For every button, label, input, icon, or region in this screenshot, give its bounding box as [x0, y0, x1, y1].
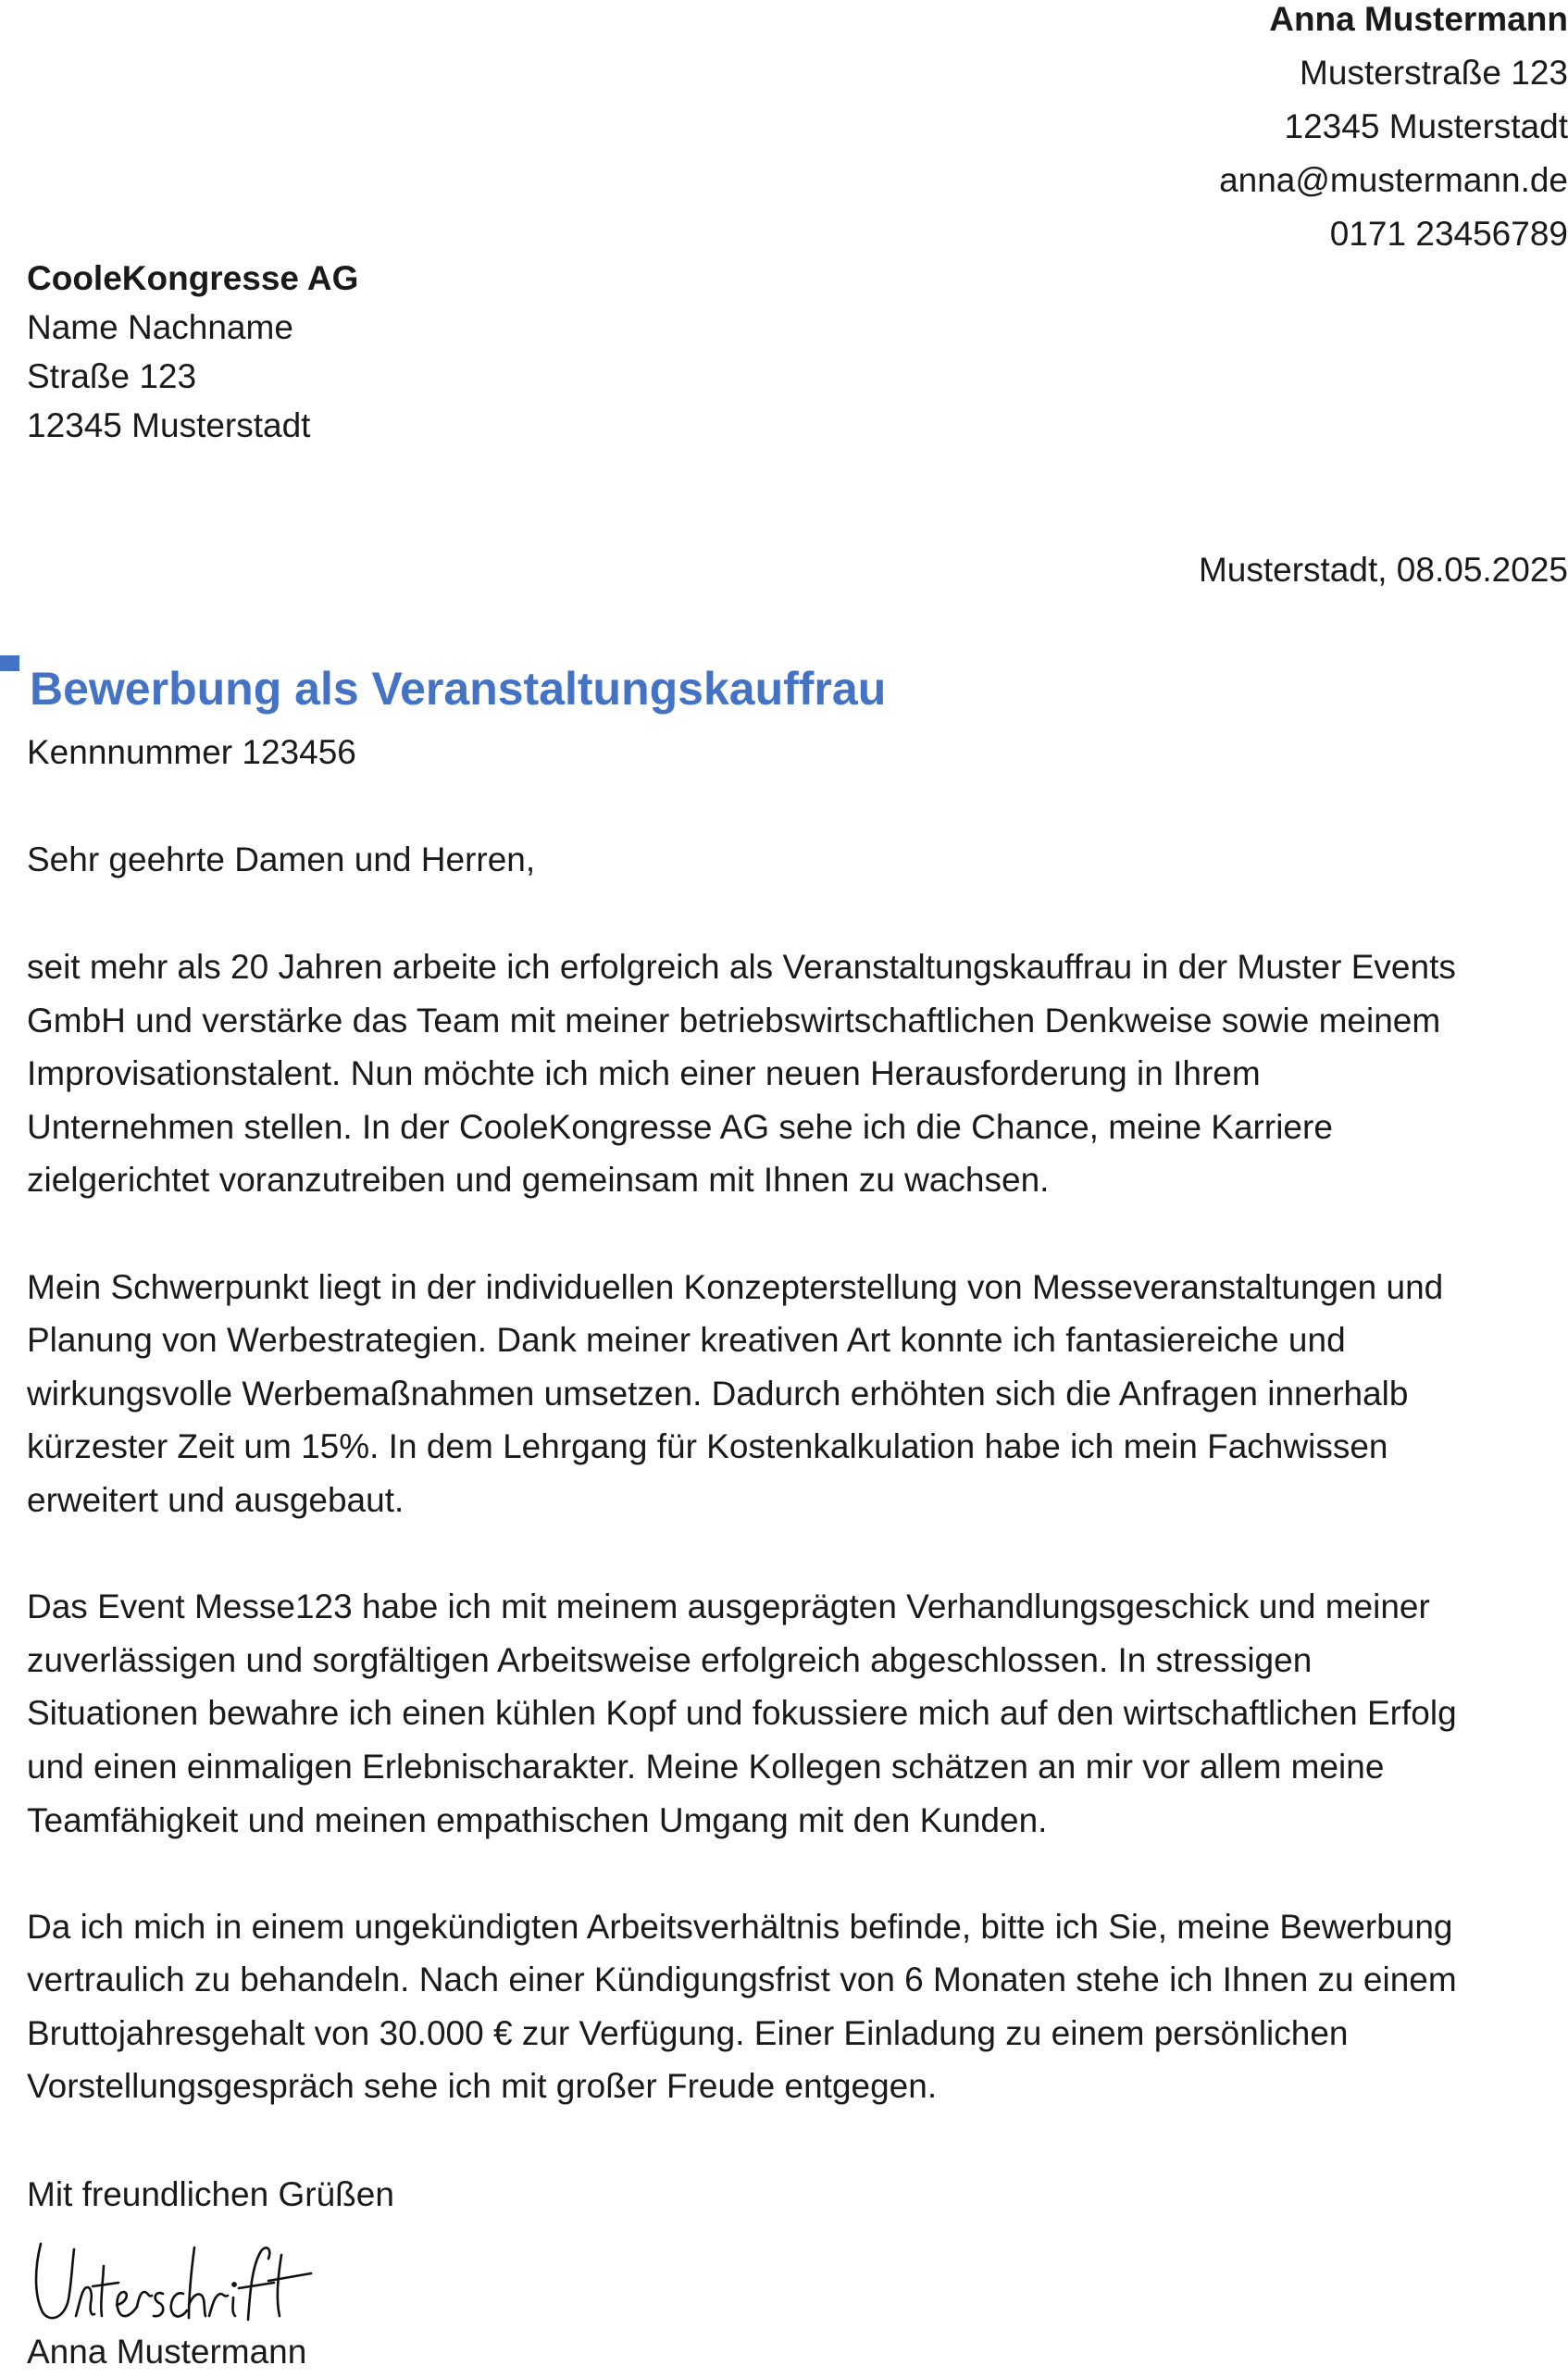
sender-city: 12345 Musterstadt — [1284, 107, 1568, 145]
body-line: Das Event Messe123 habe ich mit meinem ausgeprägten Verhandlungsgeschick und meiner — [27, 1587, 1430, 1626]
body-paragraph — [27, 1900, 1559, 2113]
subject-heading: Bewerbung als Veranstaltungskauffrau — [30, 663, 887, 715]
body-line: Unternehmen stellen. In der CooleKongresse AG sehe ich die Chance, meine Karriere — [27, 1107, 1333, 1146]
body-line: vertraulich zu behandeln. Nach einer Kündigungsfrist von 6 Monaten stehe ich Ihnen zu einem — [27, 1961, 1457, 1999]
closing-phrase: Mit freundlichen Grüßen — [27, 2175, 394, 2213]
letter-body — [27, 940, 1559, 2167]
body-line: Vorstellungsgespräch sehe ich mit großer Freude entgegen. — [27, 2067, 938, 2106]
signer-name: Anna Mustermann — [27, 2333, 307, 2371]
body-paragraph — [27, 1261, 1559, 1527]
date-line: Musterstadt, 08.05.2025 — [1198, 551, 1568, 589]
heading-marker-icon — [0, 655, 19, 671]
body-line: Teamfähigkeit und meinen empathischen Umgang mit den Kunden. — [27, 1800, 1048, 1839]
body-line: Planung von Werbestrategien. Dank meiner kreativen Art konnte ich fantasiereiche und — [27, 1321, 1346, 1360]
body-line: Mein Schwerpunkt liegt in der individuellen Konzepterstellung von Messeveranstaltungen und — [27, 1267, 1444, 1306]
sender-street: Musterstraße 123 — [1300, 54, 1568, 92]
body-line: wirkungsvolle Werbemaßnahmen umsetzen. Dadurch erhöhten sich die Anfragen innerhalb — [27, 1374, 1409, 1413]
body-line: zielgerichtet voranzutreiben und gemeinsam mit Ihnen zu wachsen. — [27, 1161, 1050, 1200]
body-line: Da ich mich in einem ungekündigten Arbeitsverhältnis befinde, bitte ich Sie, meine Bewerbung — [27, 1907, 1453, 1946]
body-line: GmbH und verstärke das Team mit meiner betriebswirtschaftlichen Denkweise sowie meinem — [27, 1001, 1441, 1040]
recipient-city: 12345 Musterstadt — [27, 406, 311, 444]
body-line: kürzester Zeit um 15%. In dem Lehrgang für Kostenkalkulation habe ich mein Fachwissen — [27, 1427, 1388, 1466]
sender-name: Anna Mustermann — [1269, 0, 1568, 38]
reference-number: Kennnummer 123456 — [27, 733, 356, 771]
body-line: zuverlässigen und sorgfältigen Arbeitsweise erfolgreich abgeschlossen. In stressigen — [27, 1640, 1313, 1679]
body-line: und einen einmaligen Erlebnischarakter. Meine Kollegen schätzen an mir vor allem meine — [27, 1747, 1385, 1786]
recipient-company: CooleKongresse AG — [27, 259, 359, 297]
body-line: erweitert und ausgebaut. — [27, 1480, 404, 1519]
sender-email: anna@mustermann.de — [1219, 161, 1568, 199]
body-line: Improvisationstalent. Nun möchte ich mich einer neuen Herausforderung in Ihrem — [27, 1054, 1261, 1093]
body-line: Situationen bewahre ich einen kühlen Kopf und fokussiere mich auf den wirtschaftlichen Erfolg — [27, 1694, 1457, 1733]
recipient-street: Straße 123 — [27, 357, 197, 395]
sender-address-block — [920, 0, 1568, 261]
recipient-address-block — [27, 254, 358, 450]
body-line: seit mehr als 20 Jahren arbeite ich erfolgreich als Veranstaltungskauffrau in der Muster Events — [27, 948, 1456, 986]
body-paragraph — [27, 940, 1559, 1207]
recipient-contact: Name Nachname — [27, 308, 293, 346]
body-line: Bruttojahresgehalt von 30.000 € zur Verfügung. Einer Einladung zu einem persönlichen — [27, 2013, 1349, 2052]
handwritten-signature — [33, 2238, 320, 2323]
body-paragraph — [27, 1580, 1559, 1847]
sender-phone: 0171 23456789 — [1329, 215, 1568, 253]
salutation: Sehr geehrte Damen und Herren, — [27, 840, 536, 878]
